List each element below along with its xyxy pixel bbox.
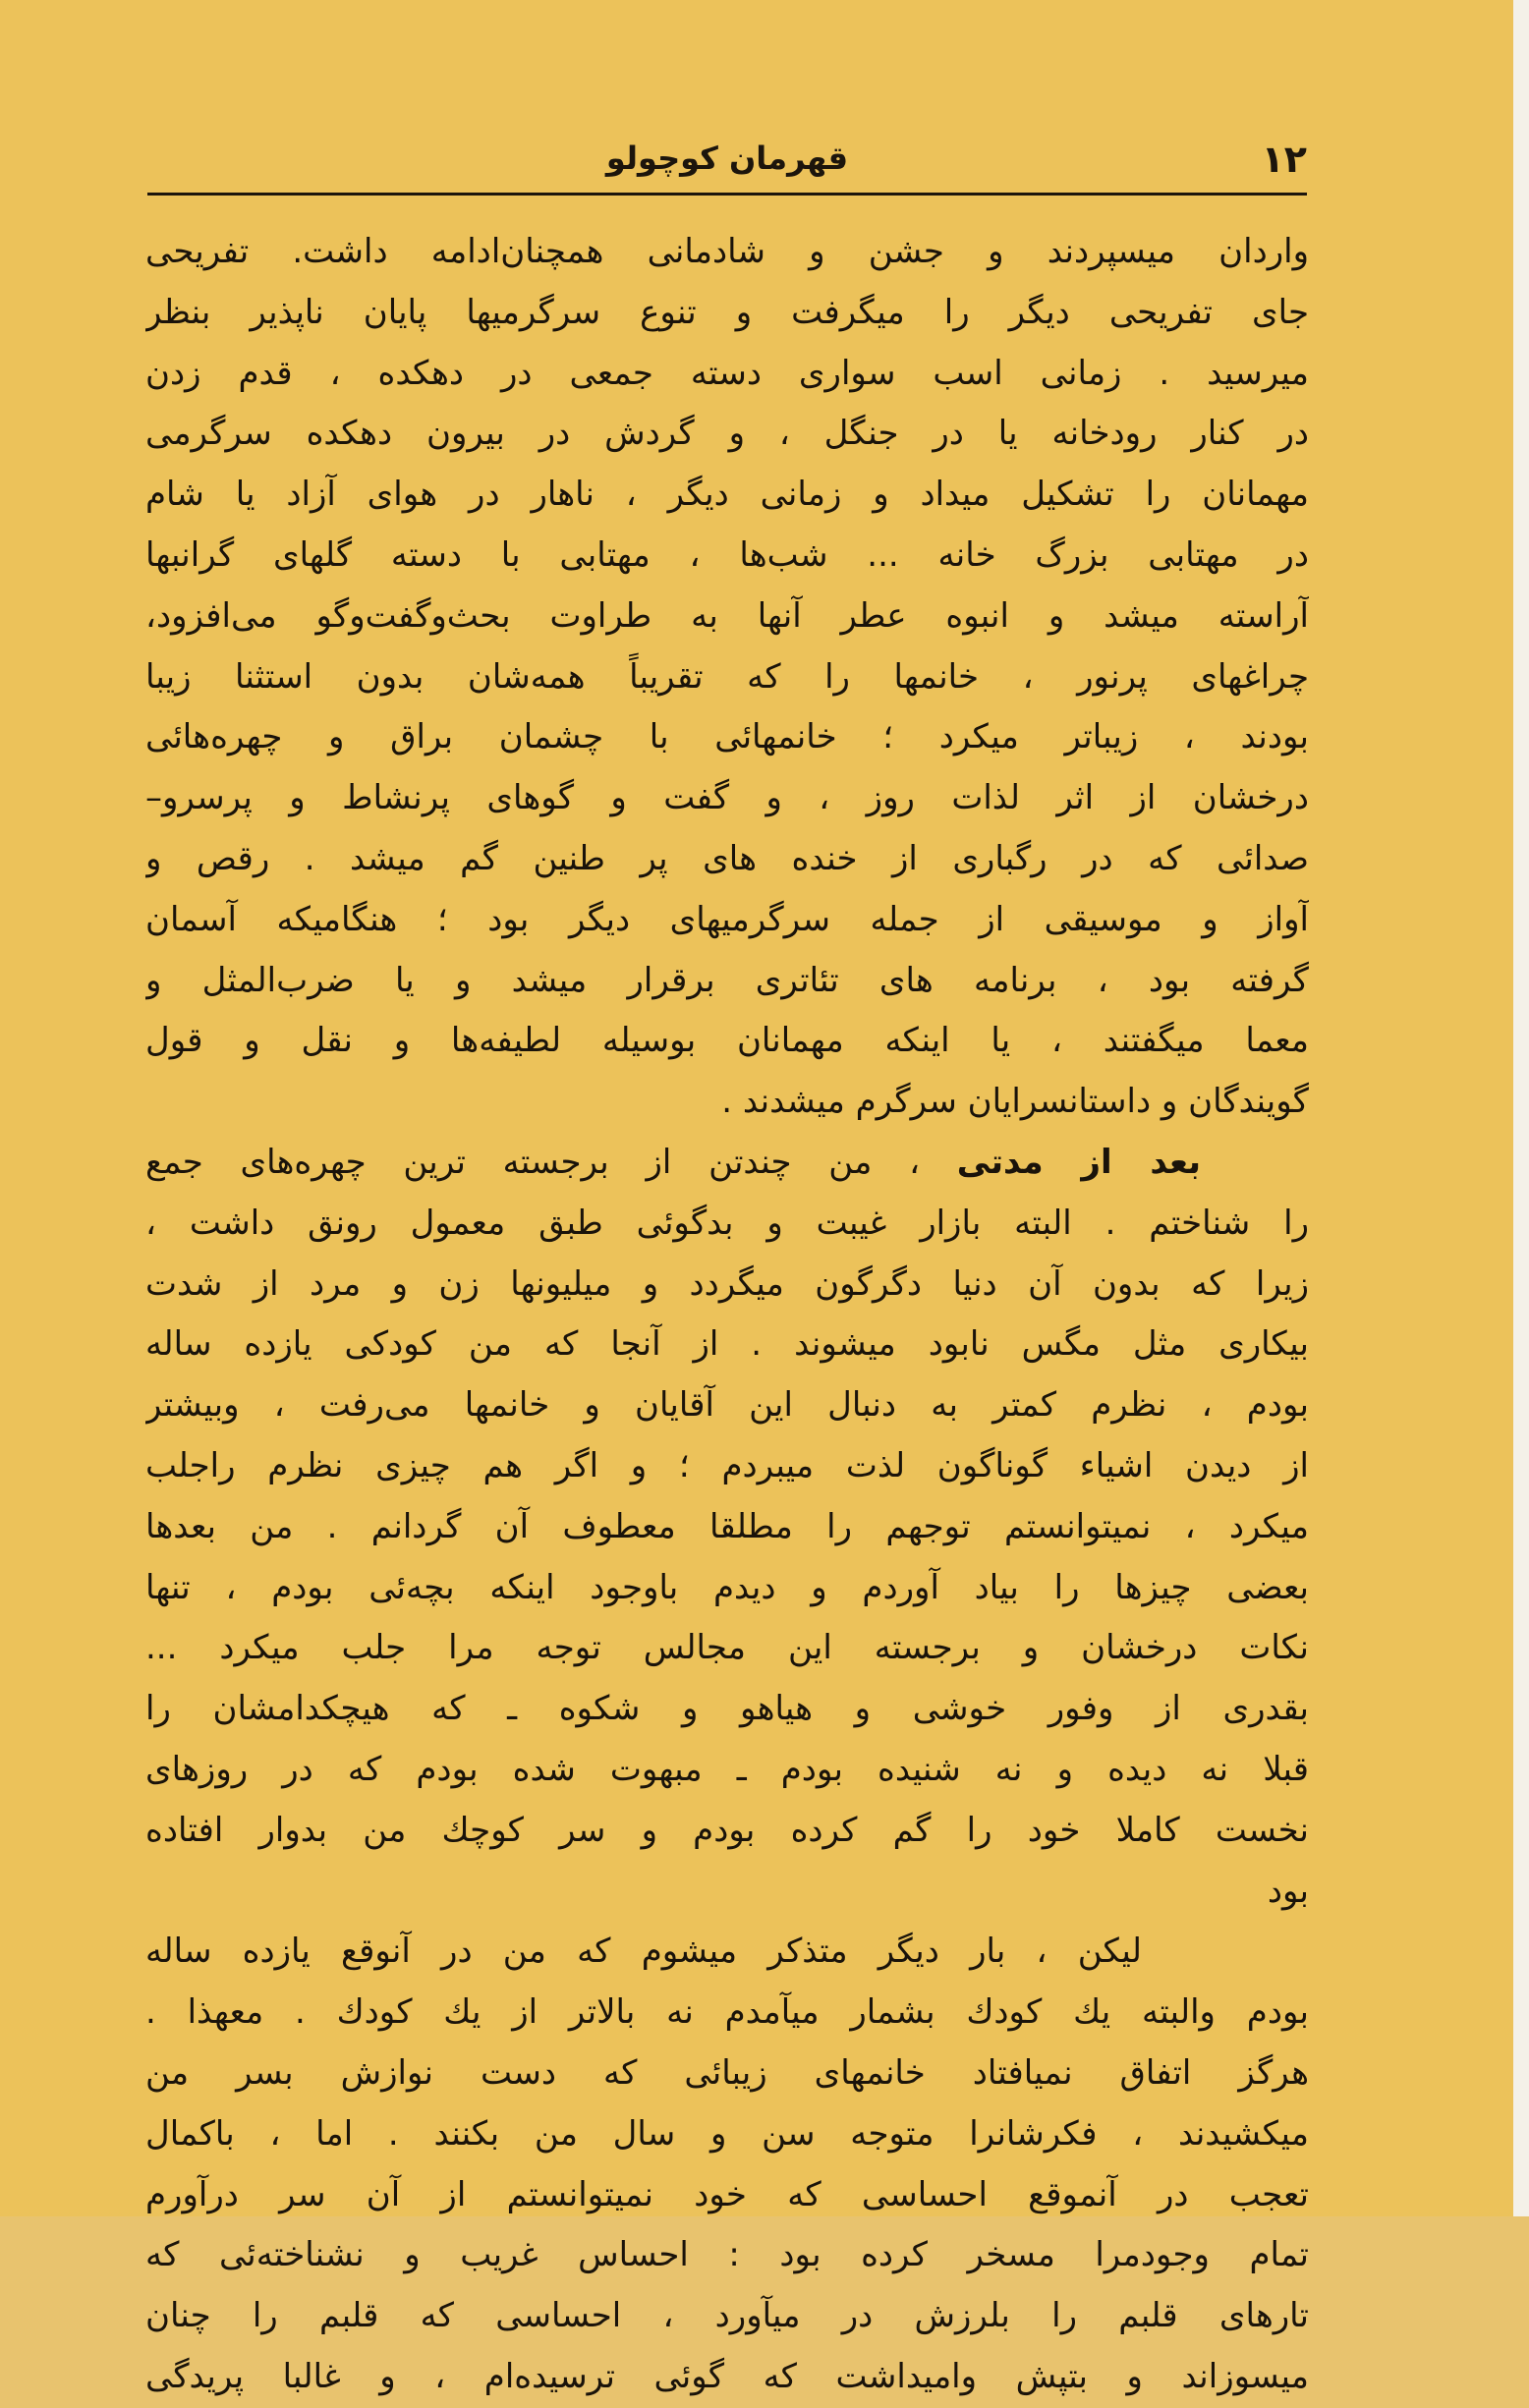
text-line: میکرد ، نمیتوانستم توجهم را مطلقا معطوف آن گردانم . من بعدها <box>145 1506 1309 1546</box>
text-line: زیرا که بدون آن دنیا دگرگون میگردد و میلیونها زن و مرد از شدت <box>145 1263 1309 1304</box>
text-line: نکات درخشان و برجسته این مجالس توجه مرا جلب میکرد ... <box>145 1628 1309 1668</box>
text-line: از دیدن اشیاء گوناگون لذت میبردم ؛ و اگر هم چیزی نظرم راجلب <box>145 1445 1309 1485</box>
text-line: تعجب در آنموقع احساسی که خود نمیتوانستم از آن سر درآورم <box>145 2174 1309 2214</box>
text-line: بودم ، نظرم کمتر به دنبال این آقایان و خانمها می‌رفت ، وبیشتر <box>145 1385 1309 1426</box>
text-line: واردان میسپردند و جشن و شادمانی همچنان‌ادامه داشت. تفریحی <box>145 232 1309 271</box>
text-line: میکشیدند ، فکرشانرا متوجه سن و سال من بکنند . اما ، باکمال <box>145 2113 1309 2154</box>
page-number: ۱۲ <box>1261 138 1307 181</box>
text-line: بعضی چیزها را بیاد آوردم و دیدم باوجود اینکه بچه‌ئی بودم ، تنها <box>145 1567 1309 1607</box>
text-line: چراغهای پرنور ، خانمها را که تقریباً همه‌شان بدون استثنا زیبا <box>145 656 1309 697</box>
text-line: در مهتابی بزرگ خانه ... شب‌ها ، مهتابی با دسته گلهای گرانبها <box>145 534 1309 575</box>
text-line: نخست کاملا خود را گم کرده بودم و سر کوچك من بدوار افتاده <box>145 1810 1309 1850</box>
bold-lead-phrase: بعد از مدتی <box>956 1142 1201 1182</box>
text-line: بیکاری مثل مگس نابود میشوند . از آنجا که من کودکی یازده ساله <box>145 1324 1309 1365</box>
text-line: لیکن ، بار دیگر متذکر میشوم که من در آنوقع یازده ساله <box>145 1932 1142 1972</box>
text-line: گرفته بود ، برنامه های تئاتری برقرار میشد و یا ضرب‌المثل و <box>145 960 1309 1000</box>
text-line: بقدری از وفور خوشی و هیاهو و شکوه ـ که هیچکدامشان را <box>145 1689 1309 1729</box>
text-line: بعد از مدتی ، من چندتن از برجسته ترین چهره‌های جمع <box>145 1142 1201 1182</box>
text-line: قبلا نه دیده و نه شنیده بودم ـ مبهوت شده بودم که در روزهای <box>145 1749 1309 1789</box>
running-title: قهرمان کوچولو <box>605 140 849 177</box>
text-line: را شناختم . البته بازار غیبت و بدگوئی طبق معمول رونق داشت ، <box>145 1203 1309 1243</box>
text-line: در کنار رودخانه یا در جنگل ، و گردش در بیرون دهکده سرگرمی <box>145 414 1309 454</box>
text-line: جای تفریحی دیگر را میگرفت و تنوع سرگرمیها پایان ناپذیر بنظر <box>145 292 1309 332</box>
text-line: بود <box>1267 1871 1309 1911</box>
text-line: مهمانان را تشکیل میداد و زمانی دیگر ، ناهار در هوای آزاد یا شام <box>145 475 1309 515</box>
text-line: تمام وجودمرا مسخر کرده بود : احساس غریب و نشناخته‌ئی که <box>145 2235 1309 2275</box>
text-line: صدائی که در رگباری از خنده های پر طنین گم میشد . رقص و <box>145 838 1309 878</box>
text-line: تارهای قلبم را بلرزش در میآورد ، احساسی که قلبم را چنان <box>145 2296 1309 2336</box>
header-rule <box>147 193 1307 196</box>
text-line: آواز و موسیقی از جمله سرگرمیهای دیگر بود ؛ هنگامیکه آسمان <box>145 899 1309 939</box>
text-line: درخشان از اثر لذات روز ، و گفت و گوهای پرنشاط و پرسرو– <box>145 778 1309 818</box>
text-line: آراسته میشد و انبوه عطر آنها به طراوت بحث‌وگفت‌وگو می‌افزود، <box>145 595 1309 636</box>
text-line: میرسید . زمانی اسب سواری دسته جمعی در دهکده ، قدم زدن <box>145 353 1309 393</box>
text-line: بودند ، زیباتر میکرد ؛ خانمهائی با چشمان براق و چهره‌هائی <box>145 717 1309 757</box>
text-line: معما میگفتند ، یا اینکه مهمانان بوسیله لطیفه‌ها و نقل و قول <box>145 1021 1309 1061</box>
text-line: هرگز اتفاق نمیافتاد خانمهای زیبائی که دست نوازش بسر من <box>145 2052 1309 2093</box>
text-line: بودم والبته یك کودك بشمار میآمدم نه بالاتر از یك کودك . معهذا . <box>145 1992 1309 2033</box>
body-text <box>145 222 1309 2408</box>
page-header <box>147 138 1307 187</box>
text-line: میسوزاند و بتپش وامیداشت که گوئی ترسیده‌ام ، و غالبا پریدگی <box>145 2356 1309 2396</box>
text-line: گویندگان و داستانسرایان سرگرم میشدند . <box>721 1082 1309 1122</box>
